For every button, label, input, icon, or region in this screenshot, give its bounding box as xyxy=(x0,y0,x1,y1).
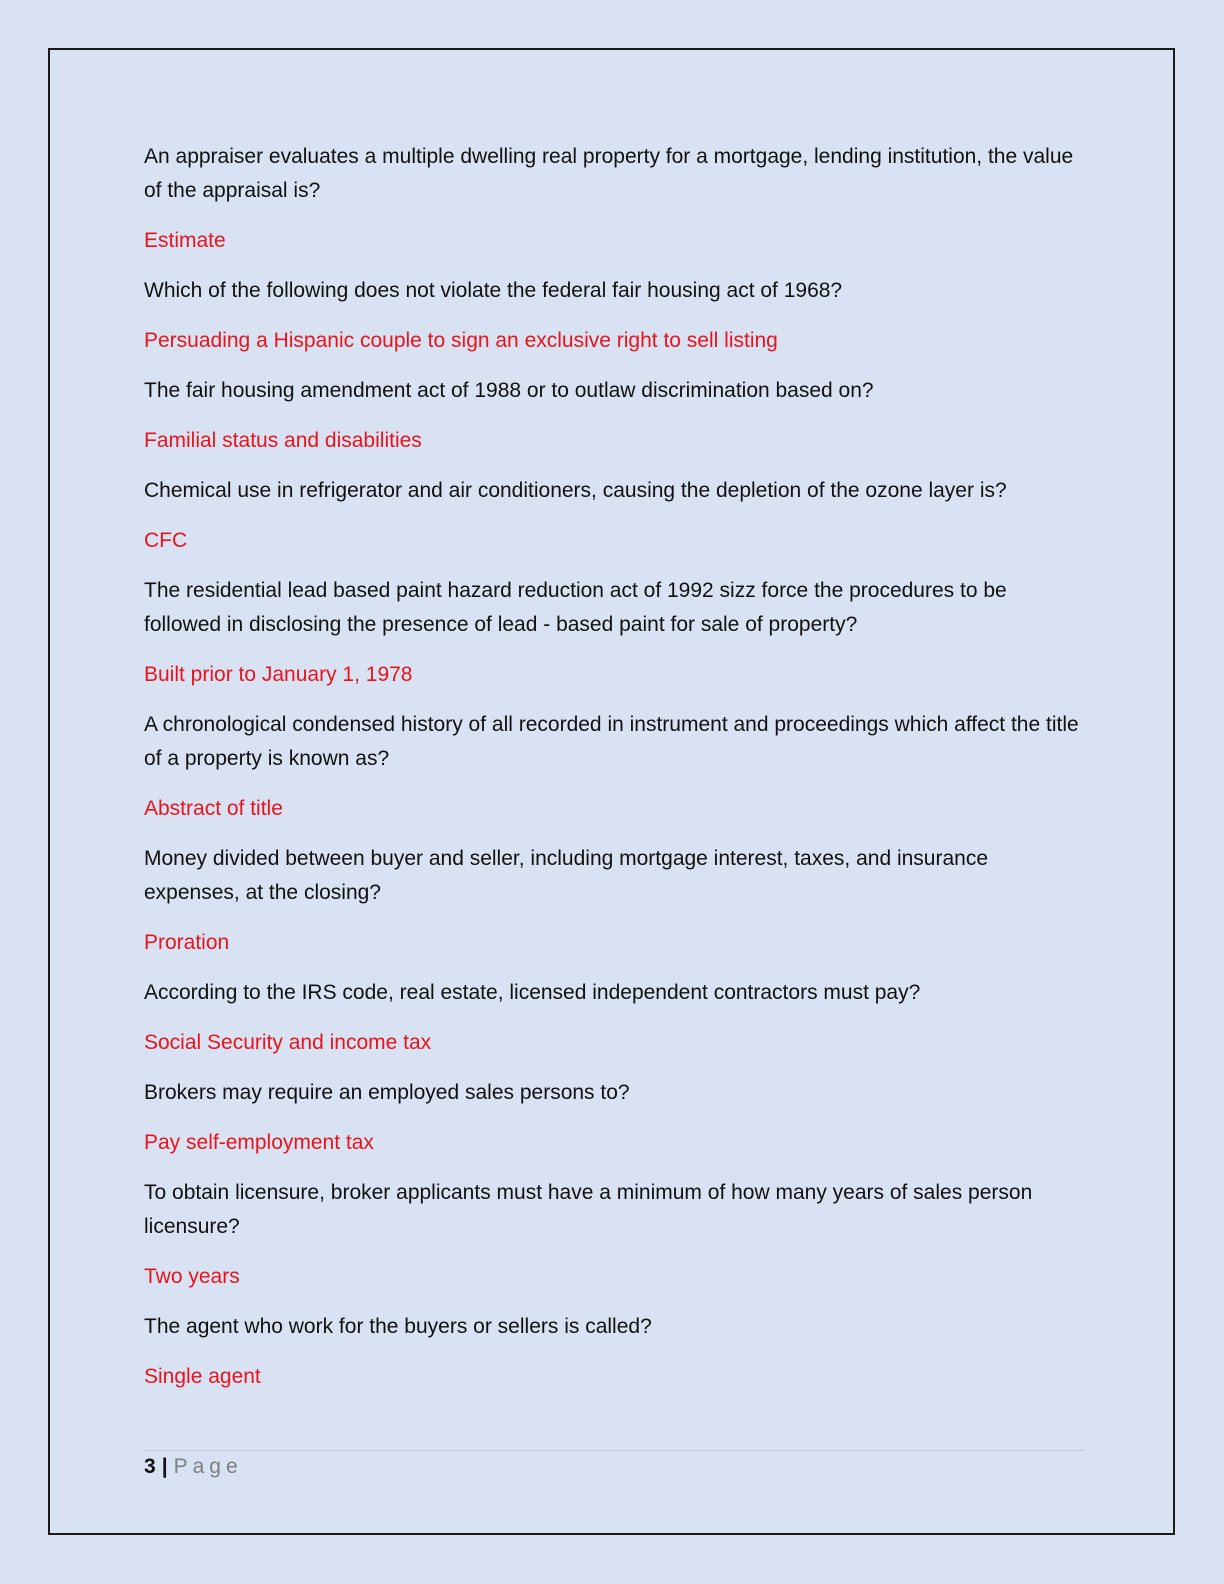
question-text: Money divided between buyer and seller, including mortgage interest, taxes, and insurance expenses, at the closing? xyxy=(144,847,989,904)
question-text: The residential lead based paint hazard reduction act of 1992 sizz force the procedures to be followed in disclosing the presence of lead - based paint for sale of property? xyxy=(144,579,1007,636)
qa-item xyxy=(144,274,1080,358)
footer-separator: | xyxy=(161,1455,168,1478)
qa-item xyxy=(144,574,1080,692)
answer-text: Familial status and disabilities xyxy=(144,429,422,452)
answer-text: Two years xyxy=(144,1265,240,1288)
answer-text: Abstract of title xyxy=(144,797,283,820)
qa-item xyxy=(144,1076,1080,1160)
question-text: An appraiser evaluates a multiple dwelling real property for a mortgage, lending institution, the value of the appraisal is? xyxy=(144,145,1074,202)
answer-text: Single agent xyxy=(144,1365,261,1388)
qa-item xyxy=(144,708,1080,826)
page-label: Page xyxy=(173,1455,243,1478)
qa-item xyxy=(144,140,1080,258)
question-text: Chemical use in refrigerator and air conditioners, causing the depletion of the ozone layer is? xyxy=(144,479,1007,502)
answer-text: Pay self-employment tax xyxy=(144,1131,374,1154)
answer-text: Built prior to January 1, 1978 xyxy=(144,663,413,686)
answer-text: Proration xyxy=(144,931,230,954)
question-text: According to the IRS code, real estate, licensed independent contractors must pay? xyxy=(144,981,921,1004)
question-text: Which of the following does not violate the federal fair housing act of 1968? xyxy=(144,279,843,302)
page-number: 3 xyxy=(144,1455,156,1478)
footer-divider xyxy=(144,1450,1084,1451)
qa-item xyxy=(144,474,1080,558)
qa-item xyxy=(144,1176,1080,1294)
answer-text: Estimate xyxy=(144,229,226,252)
question-text: To obtain licensure, broker applicants must have a minimum of how many years of sales person licensure? xyxy=(144,1181,1033,1238)
page-footer xyxy=(144,1454,243,1480)
answer-text: Persuading a Hispanic couple to sign an exclusive right to sell listing xyxy=(144,329,778,352)
question-text: Brokers may require an employed sales persons to? xyxy=(144,1081,630,1104)
qa-item xyxy=(144,976,1080,1060)
qa-item xyxy=(144,1310,1080,1394)
qa-item xyxy=(144,374,1080,458)
question-text: A chronological condensed history of all recorded in instrument and proceedings which affect the title of a property is known as? xyxy=(144,713,1079,770)
qa-item xyxy=(144,842,1080,960)
question-text: The fair housing amendment act of 1988 or to outlaw discrimination based on? xyxy=(144,379,874,402)
qa-content xyxy=(144,140,1080,1410)
answer-text: CFC xyxy=(144,529,188,552)
question-text: The agent who work for the buyers or sellers is called? xyxy=(144,1315,652,1338)
answer-text: Social Security and income tax xyxy=(144,1031,432,1054)
